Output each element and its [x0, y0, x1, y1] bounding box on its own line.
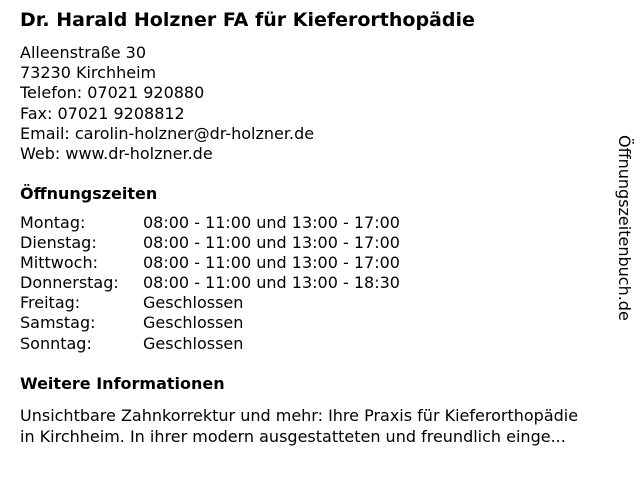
- hours-day: Freitag:: [20, 293, 81, 313]
- practice-title: Dr. Harald Holzner FA für Kieferorthopädie: [20, 9, 475, 31]
- hours-time: Geschlossen: [143, 313, 244, 333]
- hours-row-saturday: [20, 313, 400, 333]
- hours-day: Donnerstag:: [20, 273, 119, 293]
- hours-row-thursday: [20, 273, 400, 293]
- hours-day: Mittwoch:: [20, 253, 98, 273]
- hours-heading: Öffnungszeiten: [20, 184, 158, 203]
- hours-time: Geschlossen: [143, 293, 244, 313]
- hours-time: 08:00 - 11:00 und 13:00 - 17:00: [143, 233, 400, 253]
- address-city: 73230 Kirchheim: [20, 63, 157, 83]
- hours-time: 08:00 - 11:00 und 13:00 - 17:00: [143, 213, 400, 232]
- fax-number: Fax: 07021 9208812: [20, 103, 185, 123]
- hours-time: 08:00 - 11:00 und 13:00 - 17:00: [143, 253, 400, 273]
- hours-row-tuesday: [20, 233, 400, 253]
- address-street: Alleenstraße 30: [20, 43, 147, 62]
- hours-row-friday: [20, 293, 400, 313]
- hours-day: Dienstag:: [20, 233, 97, 253]
- phone-number: Telefon: 07021 920880: [20, 83, 205, 103]
- hours-day: Sonntag:: [20, 333, 92, 353]
- email-address: Email: carolin-holzner@dr-holzner.de: [20, 123, 315, 143]
- website-address: Web: www.dr-holzner.de: [20, 144, 213, 164]
- info-line: Unsichtbare Zahnkorrektur und mehr: Ihre Praxis für Kieferorthopädie: [20, 406, 579, 425]
- hours-time: Geschlossen: [143, 333, 244, 353]
- info-line: in Kirchheim. In ihrer modern ausgestatteten und freundlich einge...: [20, 427, 566, 446]
- hours-time: 08:00 - 11:00 und 13:00 - 18:30: [143, 273, 400, 293]
- info-heading: Weitere Informationen: [20, 374, 225, 393]
- hours-day: Samstag:: [20, 313, 96, 333]
- opening-hours-table: [20, 213, 400, 354]
- side-brand-label: Öffnungszeitenbuch.de: [615, 135, 634, 321]
- hours-row-wednesday: [20, 253, 400, 273]
- info-description: [20, 405, 632, 447]
- hours-row-sunday: [20, 334, 400, 354]
- hours-row-monday: [20, 213, 400, 233]
- hours-day: Montag:: [20, 213, 86, 232]
- contact-block: [20, 43, 314, 164]
